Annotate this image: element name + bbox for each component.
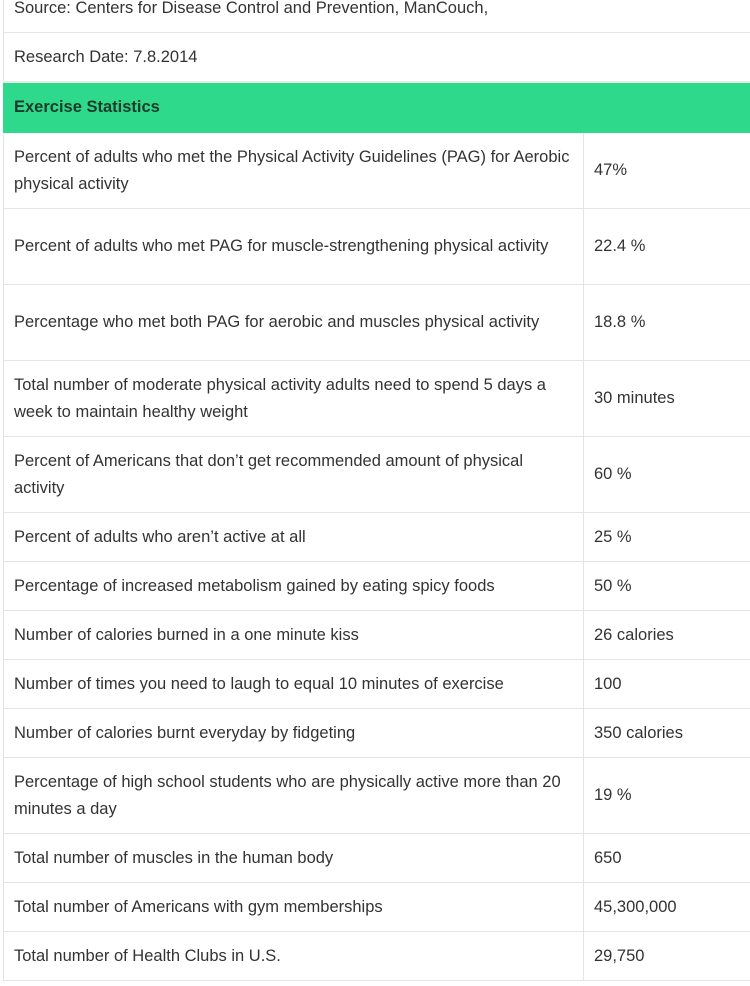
table-row <box>4 758 750 834</box>
stat-label: Total number of moderate physical activity adults need to spend 5 days a week to maintain healthy weight <box>4 361 584 437</box>
stat-label: Percent of adults who met PAG for muscle-strengthening physical activity <box>4 209 584 285</box>
stat-label: Number of calories burned in a one minute kiss <box>4 611 584 660</box>
stat-label: Total number of Health Clubs in U.S. <box>4 932 584 981</box>
stat-label: Number of times you need to laugh to equal 10 minutes of exercise <box>4 660 584 709</box>
stat-value: 22.4 % <box>584 209 750 285</box>
stat-value: 100 <box>584 660 750 709</box>
stat-label: Percentage of high school students who are physically active more than 20 minutes a day <box>4 758 584 834</box>
stat-value: 19 % <box>584 758 750 834</box>
research-date-text: Research Date: 7.8.2014 <box>4 33 750 83</box>
statistics-container <box>3 0 750 981</box>
table-row <box>4 285 750 361</box>
stat-label: Percent of adults who met the Physical Activity Guidelines (PAG) for Aerobic physical activity <box>4 133 584 209</box>
stat-value: 45,300,000 <box>584 883 750 932</box>
stat-value: 60 % <box>584 437 750 513</box>
stat-label: Total number of muscles in the human body <box>4 834 584 883</box>
stat-value: 50 % <box>584 562 750 611</box>
stat-label: Number of calories burnt everyday by fidgeting <box>4 709 584 758</box>
table-row <box>4 437 750 513</box>
stat-value: 29,750 <box>584 932 750 981</box>
table-title: Exercise Statistics <box>4 82 750 133</box>
stat-label: Percentage of increased metabolism gained by eating spicy foods <box>4 562 584 611</box>
table-row <box>4 209 750 285</box>
research-date-row <box>4 33 750 83</box>
table-row <box>4 133 750 209</box>
stat-value: 26 calories <box>584 611 750 660</box>
stat-value: 25 % <box>584 513 750 562</box>
stat-value: 650 <box>584 834 750 883</box>
table-row <box>4 660 750 709</box>
stat-value: 350 calories <box>584 709 750 758</box>
table-row <box>4 562 750 611</box>
source-row <box>4 0 750 33</box>
table-row <box>4 361 750 437</box>
stat-value: 47% <box>584 133 750 209</box>
stat-label: Total number of Americans with gym memberships <box>4 883 584 932</box>
table-row <box>4 513 750 562</box>
stat-label: Percent of Americans that don’t get recommended amount of physical activity <box>4 437 584 513</box>
exercise-statistics-table <box>3 0 750 981</box>
stat-value: 18.8 % <box>584 285 750 361</box>
source-text: Source: Centers for Disease Control and Prevention, ManCouch, <box>4 0 750 33</box>
stat-value: 30 minutes <box>584 361 750 437</box>
table-row <box>4 883 750 932</box>
table-row <box>4 932 750 981</box>
stat-label: Percentage who met both PAG for aerobic and muscles physical activity <box>4 285 584 361</box>
table-row <box>4 709 750 758</box>
table-row <box>4 834 750 883</box>
stat-label: Percent of adults who aren’t active at all <box>4 513 584 562</box>
table-row <box>4 611 750 660</box>
table-header-row <box>4 82 750 133</box>
